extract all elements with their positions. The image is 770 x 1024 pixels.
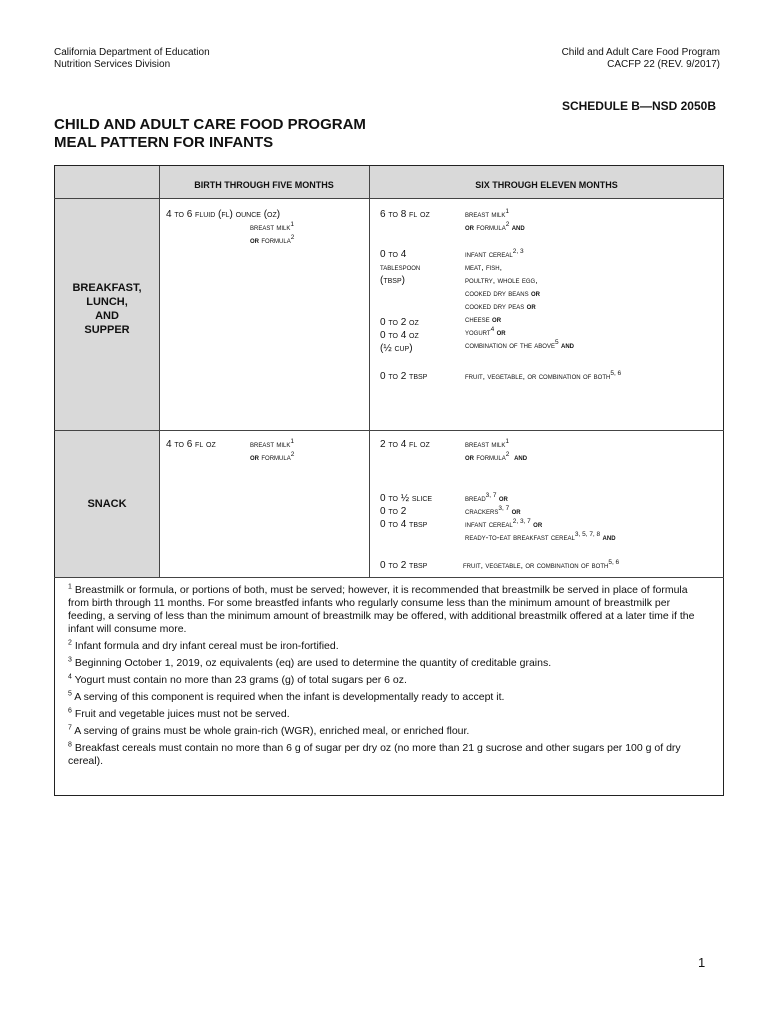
title-line-2: MEAL PATTERN FOR INFANTS	[54, 134, 274, 151]
cell-snack-0-5-qty: 4 to 6 fl oz	[166, 439, 216, 450]
grid-line	[54, 430, 724, 431]
cell-meal-0-5-qty: 4 to 6 fluid (fl) ounce (oz)	[166, 209, 281, 220]
cell-snack-6-11-fruit: fruit, vegetable, or combination of both$^{5, 6}$	[463, 559, 620, 570]
cell-meal-0-5-items: breast milk$^1$ or formula$^2$	[250, 221, 295, 245]
cell-meal-6-11-milk: breast milk$^1$ or formula$^2$ and	[465, 208, 525, 232]
agency-name: California Department of Education	[54, 47, 210, 58]
label-column-fill	[55, 198, 159, 577]
footnote-1: $^1$ Breastmilk or formula, or portions of both, must be served; however, it is recommended that breastmilk be served in place of formula from birth through 11 months. For some breastfed infants who regularly consume less than the minimum amount of breastmilk per feeding, a serving of less than the minimum amount of breastmilk may be offered, with additional breastmilk offered at a later time if the infant will consume more.	[68, 583, 695, 635]
agency-header	[54, 47, 210, 71]
row-label-line: BREAKFAST,	[72, 282, 142, 294]
row-label-line: AND	[95, 310, 119, 322]
form-header	[562, 47, 720, 71]
cell-meal-6-11-fruit: fruit, vegetable, or combination of both$^{5, 6}$	[465, 370, 622, 381]
footnote-5: $^5$ A serving of this component is required when the infant is developmentally ready to accept it.	[68, 690, 505, 703]
cell-snack-0-5-items: breast milk$^1$ or formula$^2$	[250, 438, 295, 462]
row-label-breakfast-lunch-supper	[55, 281, 159, 337]
form-number: CACFP 22 (REV. 9/2017)	[607, 59, 720, 70]
cell-snack-6-11-qty-milk: 2 to 4 fl oz	[380, 439, 430, 450]
footnote-4: $^4$ Yogurt must contain no more than 23 grams (g) of total sugars per 6 oz.	[68, 673, 407, 686]
footnote-8: $^8$ Breakfast cereals must contain no more than 6 g of sugar per dry oz (no more than 21 g sucrose and other sugars per 100 g of dry cereal).	[68, 741, 681, 767]
column-header-birth-five: BIRTH THROUGH FIVE MONTHS	[194, 180, 334, 190]
page-title	[54, 116, 366, 152]
footnote-3: $^3$ Beginning October 1, 2019, oz equivalents (eq) are used to determine the quantity of creditable grains.	[68, 656, 552, 669]
cell-snack-6-11-qty-fruit: 0 to 2 tbsp	[380, 560, 428, 571]
row-label-snack: SNACK	[87, 498, 127, 510]
cell-snack-6-11-grain-items: bread$^{3, 7}$ or crackers$^{3, 7}$ or infant cereal$^{2, 3, 7}$ or ready-to-eat breakfast cereal$^{3, 5, 7, 8}$ and	[465, 492, 616, 542]
grid-line	[159, 166, 160, 577]
footnote-2: $^2$ Infant formula and dry infant cereal must be iron-fortified.	[68, 639, 339, 652]
cell-snack-6-11-qty-grains: 0 to ½ slice 0 to 2 0 to 4 tbsp	[380, 493, 433, 530]
cell-meal-6-11-qty-fruit: 0 to 2 tbsp	[380, 371, 428, 382]
footnote-6: $^6$ Fruit and vegetable juices must not be served.	[68, 707, 290, 720]
footnote-text: A serving of grains must be whole grain-rich (WGR), enriched meal, or enriched flour.	[74, 725, 470, 737]
division-name: Nutrition Services Division	[54, 59, 171, 70]
footnote-text: Yogurt must contain no more than 23 grams (g) of total sugars per 6 oz.	[74, 674, 407, 686]
cell-meal-6-11-qty-milk: 6 to 8 fl oz	[380, 209, 430, 220]
footnotes	[68, 584, 708, 768]
grid-line	[54, 198, 724, 199]
footnote-7: $^7$ A serving of grains must be whole grain-rich (WGR), enriched meal, or enriched flour.	[68, 724, 470, 737]
column-header-six-eleven: SIX THROUGH ELEVEN MONTHS	[475, 180, 618, 190]
schedule-label: SCHEDULE B—NSD 2050B	[561, 99, 716, 113]
footnote-text: A serving of this component is required when the infant is developmentally ready to accept it.	[74, 691, 505, 703]
cell-meal-6-11-qty-cereal: 0 to 4 tablespoon (tbsp)	[380, 249, 421, 286]
cell-meal-6-11-qty-cheese: 0 to 2 oz 0 to 4 oz (½ cup)	[380, 317, 419, 354]
program-name: Child and Adult Care Food Program	[561, 47, 720, 58]
page-number: 1	[698, 955, 706, 970]
cell-snack-6-11-milk: breast milk$^1$ or formula$^2$ and	[465, 438, 528, 462]
title-line-1: CHILD AND ADULT CARE FOOD PROGRAM	[54, 116, 366, 133]
grid-line	[369, 166, 370, 577]
cell-meal-6-11-protein-items: infant cereal$^{2, 3}$ meat, fish, poultry, whole egg, cooked dry beans or cooked dry peas or cheese or yogurt$^4$ or combination of the above$^5$ and	[465, 248, 574, 350]
row-label-line: LUNCH,	[86, 296, 128, 308]
footnote-text: Fruit and vegetable juices must not be served.	[74, 708, 290, 720]
grid-line	[54, 577, 724, 578]
footnote-text: Breakfast cereals must contain no more than 6 g of sugar per dry oz (no more than 21 g sucrose and other sugars per 100 g of dry cereal).	[68, 742, 681, 767]
row-label-line: SUPPER	[84, 324, 130, 336]
footnote-text: Breastmilk or formula, or portions of both, must be served; however, it is recommended that breastmilk be served in place of formula from birth through 11 months. For some breastfed infants who regularly consume less than the minimum amount of breastmilk per feeding, a serving of less than the minimum amount of breastmilk may be offered, with additional breastmilk offered at a later time if the infant will consume more.	[68, 584, 695, 635]
footnote-text: Beginning October 1, 2019, oz equivalents (eq) are used to determine the quantity of creditable grains.	[74, 657, 552, 669]
footnote-text: Infant formula and dry infant cereal must be iron-fortified.	[74, 640, 339, 652]
